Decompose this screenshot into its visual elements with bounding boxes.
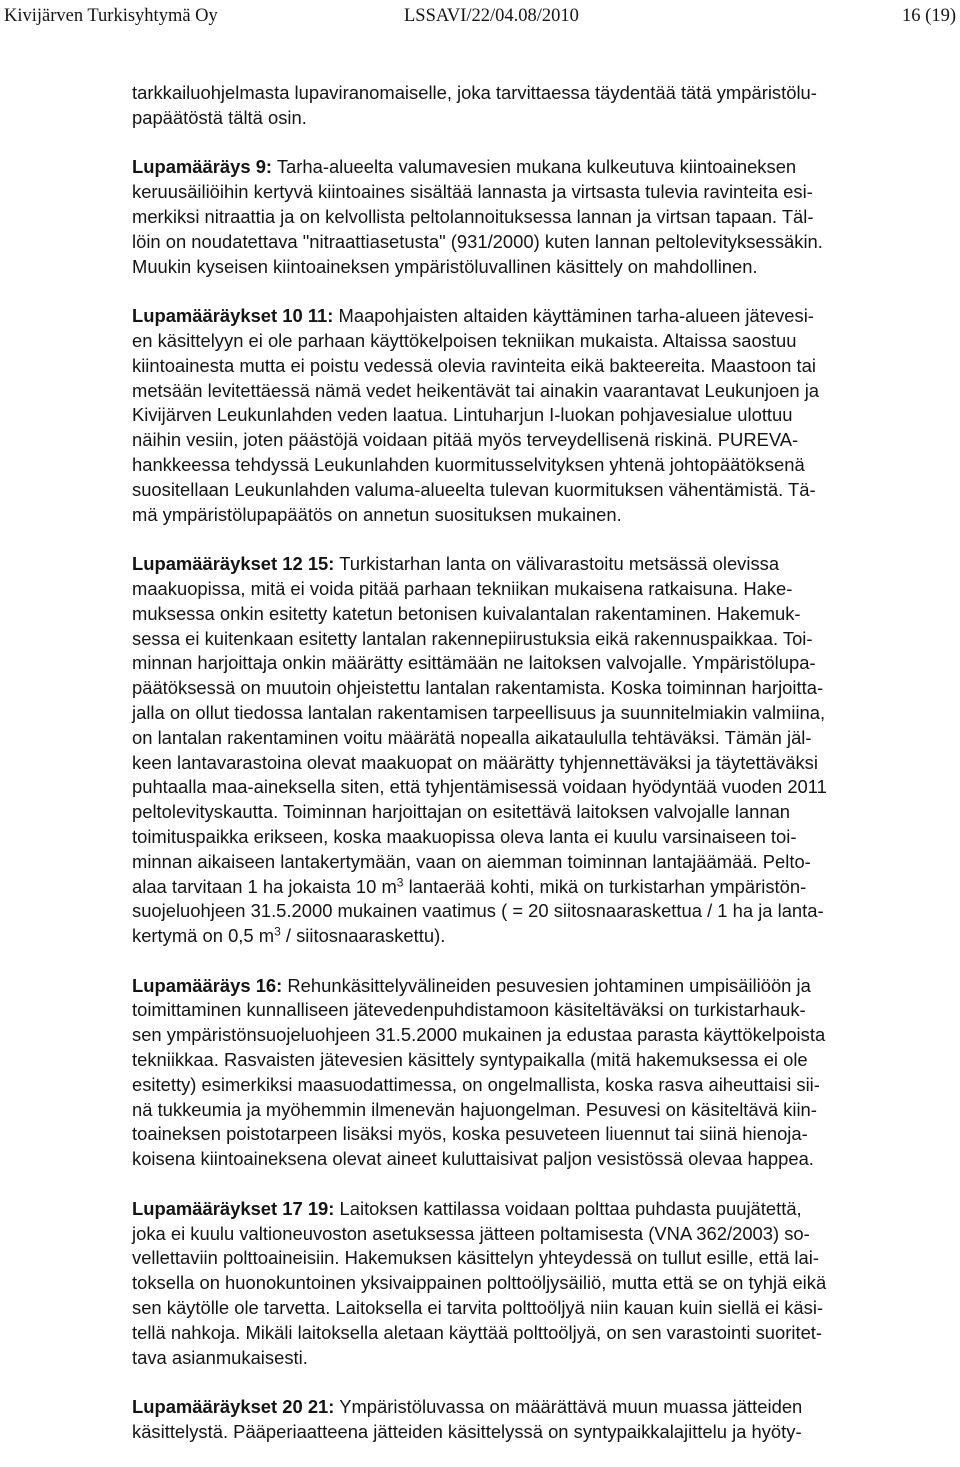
text-line: koisena kiintoaineksena olevat aineet kuluttaisivat paljon vesistössä olevaa happea. bbox=[132, 1148, 814, 1170]
paragraph-heading: Lupamääräykset 20 21: bbox=[132, 1396, 335, 1418]
text-line: päätöksessä on muutoin ohjeistettu lantalan rakentamista. Koska toiminnan harjoitta- bbox=[132, 677, 824, 699]
text-segment: Tarha-alueelta valumavesien mukana kulkeutuva kiintoaineksen bbox=[272, 156, 797, 178]
paragraph-heading: Lupamääräys 16: bbox=[132, 974, 283, 996]
superscript: 3 bbox=[396, 874, 404, 889]
text-line: peltolevityskautta. Toiminnan harjoittajan on esitettävä laitoksen valvojalle lannan bbox=[132, 801, 791, 823]
superscript: 3 bbox=[274, 924, 281, 939]
text-line: metsään levitettäessä nämä vedet heikentävät tai ainakin vaarantavat Leukunjoen ja bbox=[132, 379, 820, 401]
text-segment: / siitosnaaraskettu). bbox=[280, 925, 446, 947]
text-line: tarkkailuohjelmasta lupaviranomaiselle, joka tarvittaessa täydentää tätä ympäristölu- bbox=[132, 82, 817, 103]
paragraph-lupamaaraykset-17-19 bbox=[132, 1197, 952, 1371]
text-line: tellä nahkoja. Mikäli laitoksella aletaan käyttää polttoöljyä, on sen varastointi suoritet- bbox=[132, 1321, 823, 1343]
text-line: joka ei kuulu valtioneuvoston asetuksessa jätteen poltamisesta (VNA 362/2003) so- bbox=[132, 1222, 810, 1244]
paragraph-intro bbox=[132, 81, 952, 131]
text-line: en käsittelyyn ei ole parhaan käyttökelpoisen tekniikan mukaista. Altaissa saostuu bbox=[132, 329, 797, 351]
text-line: puhtaalla maa-aineksella siten, että tyhjentämisessä voidaan hyödyntää vuoden 2011 bbox=[132, 776, 827, 798]
text-line: on lantalan rakentaminen voitu määrätä nopealla aikataululla tehtäväksi. Tämän jäl- bbox=[132, 726, 812, 748]
paragraph-heading: Lupamääräykset 17 19: bbox=[132, 1197, 335, 1219]
text-segment: Maapohjaisten altaiden käyttäminen tarha-alueen jätevesi- bbox=[333, 305, 814, 327]
text-line: löin on noudatettava "nitraattiasetusta" (931/2000) kuten lannan peltolevityksessäkin. bbox=[132, 230, 823, 252]
text-line: toimituspaikka erikseen, koska maakuopissa oleva lanta ei kuulu varsinaiseen toi- bbox=[132, 825, 797, 847]
paragraph-heading: Lupamääräykset 12 15: bbox=[132, 553, 335, 575]
text-segment: Turkistarhan lanta on välivarastoitu metsässä olevissa bbox=[334, 553, 780, 575]
text-line: keen lantavarastoina olevat maakuopat on määrätty tyhjennettäväksi ja täytettäväksi bbox=[132, 751, 818, 773]
text-segment: alaa tarvitaan 1 ha jokaista 10 m bbox=[132, 875, 397, 897]
text-line: nä tukkeumia ja myöhemmin ilmenevän hajuongelman. Pesuvesi on käsiteltävä kiin- bbox=[132, 1098, 817, 1120]
text-line: minnan harjoittaja onkin määrätty esittämään ne laitoksen valvojalle. Ympäristölupa- bbox=[132, 652, 816, 674]
text-line: papäätöstä tältä osin. bbox=[132, 106, 307, 128]
text-line: Kivijärven Leukunlahden veden laatua. Lintuharjun I-luokan pohjavesialue ulottuu bbox=[132, 404, 793, 426]
text-line: sen käytölle ole tarvetta. Laitoksella ei tarvita polttoöljyä niin kauan kuin siellä ei käsi- bbox=[132, 1297, 824, 1319]
text-line: vellettaviin polttoaineisiin. Hakemuksen käsittelyn yhteydessä on tullut esille, että lai- bbox=[132, 1247, 819, 1269]
text-line: tekniikkaa. Rasvaisten jätevesien käsittely syntypaikalla (mitä hakemuksessa ei ole bbox=[132, 1049, 808, 1071]
text-line: esitetty) esimerkiksi maasuodattimessa, on ongelmallista, koska rasva aiheuttaisi sii- bbox=[132, 1073, 820, 1095]
page-header bbox=[4, 2, 956, 30]
paragraph-lupamaaraykset-10-11 bbox=[132, 304, 952, 527]
text-line: hankkeessa tehdyssä Leukunlahden kuormitusselvityksen yhtenä johtopäätöksenä bbox=[132, 453, 805, 475]
text-segment: Rehunkäsittelyvälineiden pesuvesien johtaminen umpisäiliöön ja bbox=[282, 974, 811, 996]
text-line: suositellaan Leukunlahden valuma-alueelta tulevan kuormituksen vähentämistä. Tä- bbox=[132, 478, 816, 500]
text-segment: lantaerää kohti, mikä on turkistarhan ympäristön- bbox=[403, 875, 807, 897]
text-line: toksella on huonokuntoinen yksivaippainen polttoöljysäiliö, mutta että se on tyhjä eikä bbox=[132, 1272, 827, 1294]
text-line: minnan aikaiseen lantakertymään, vaan on aiemman toiminnan lantajäämää. Pelto- bbox=[132, 850, 811, 872]
text-line: muksessa onkin esitetty katetun betonisen kuivalantalan rakentaminen. Hakemuk- bbox=[132, 602, 801, 624]
text-line: sessa ei kuitenkaan esitetty lantalan rakennepiirustuksia eikä rakennuspaikkaa. Toi- bbox=[132, 627, 813, 649]
page-number: 16 (19) bbox=[902, 6, 956, 26]
text-line: maakuopissa, mitä ei voida pitää parhaan tekniikan mukaisena ratkaisuna. Hake- bbox=[132, 577, 793, 599]
text-line: tava asianmukaisesti. bbox=[132, 1346, 308, 1368]
text-segment: kertymä on 0,5 m bbox=[132, 925, 275, 947]
text-line: merkiksi nitraattia ja on kelvollista peltolannoituksessa lannan ja virtsan tapaan. Täl- bbox=[132, 205, 814, 227]
paragraph-lupamaarays-9 bbox=[132, 155, 952, 279]
text-line: jalla on ollut tiedossa lantalan rakentamisen tarpeellisuus ja suunnitelmiakin valmiina, bbox=[132, 701, 826, 723]
text-line: suojeluohjeen 31.5.2000 mukainen vaatimus ( = 20 siitosnaaraskettua / 1 ha ja lanta- bbox=[132, 900, 824, 922]
text-line: käsittelystä. Pääperiaatteena jätteiden käsittelyssä on syntypaikkalajittelu ja hyöty- bbox=[132, 1421, 802, 1443]
paragraph-lupamaaraykset-12-15 bbox=[132, 552, 952, 949]
document-body bbox=[132, 81, 952, 1445]
text-line: toaineksen poistotarpeen lisäksi myös, koska pesuveteen liuennut tai siinä hienoja- bbox=[132, 1123, 808, 1145]
document-reference: LSSAVI/22/04.08/2010 bbox=[404, 6, 579, 26]
text-line: mä ympäristölupapäätös on annetun suosituksen mukainen. bbox=[132, 503, 622, 525]
text-line: näihin vesiin, joten päästöjä voidaan pitää myös terveydellisenä riskinä. PUREVA- bbox=[132, 429, 799, 451]
paragraph-heading: Lupamääräys 9: bbox=[132, 156, 273, 178]
text-line: toimittaminen kunnalliseen jätevedenpuhdistamoon käsiteltäväksi on turkistarhauk- bbox=[132, 999, 806, 1021]
paragraph-lupamaarays-16 bbox=[132, 974, 952, 1172]
text-line: sen ympäristönsuojeluohjeen 31.5.2000 mukainen ja edustaa parasta käyttökelpoista bbox=[132, 1024, 826, 1046]
text-line: Muukin kyseisen kiintoaineksen ympäristöluvallinen käsittely on mahdollinen. bbox=[132, 255, 758, 277]
paragraph-lupamaaraykset-20-21 bbox=[132, 1395, 952, 1445]
paragraph-heading: Lupamääräykset 10 11: bbox=[132, 305, 334, 327]
text-line: kiintoainesta mutta ei poistu vedessä olevia ravinteita eikä bakteereita. Maastoon tai bbox=[132, 354, 816, 376]
text-line: keruusäiliöihin kertyvä kiintoaines sisältää lannasta ja virtsasta tulevia ravinteita esi- bbox=[132, 181, 813, 203]
text-segment: Ympäristöluvassa on määrättävä muun muassa jätteiden bbox=[334, 1396, 803, 1418]
company-name: Kivijärven Turkisyhtymä Oy bbox=[4, 6, 218, 26]
text-segment: Laitoksen kattilassa voidaan polttaa puhdasta puujätettä, bbox=[334, 1197, 802, 1219]
